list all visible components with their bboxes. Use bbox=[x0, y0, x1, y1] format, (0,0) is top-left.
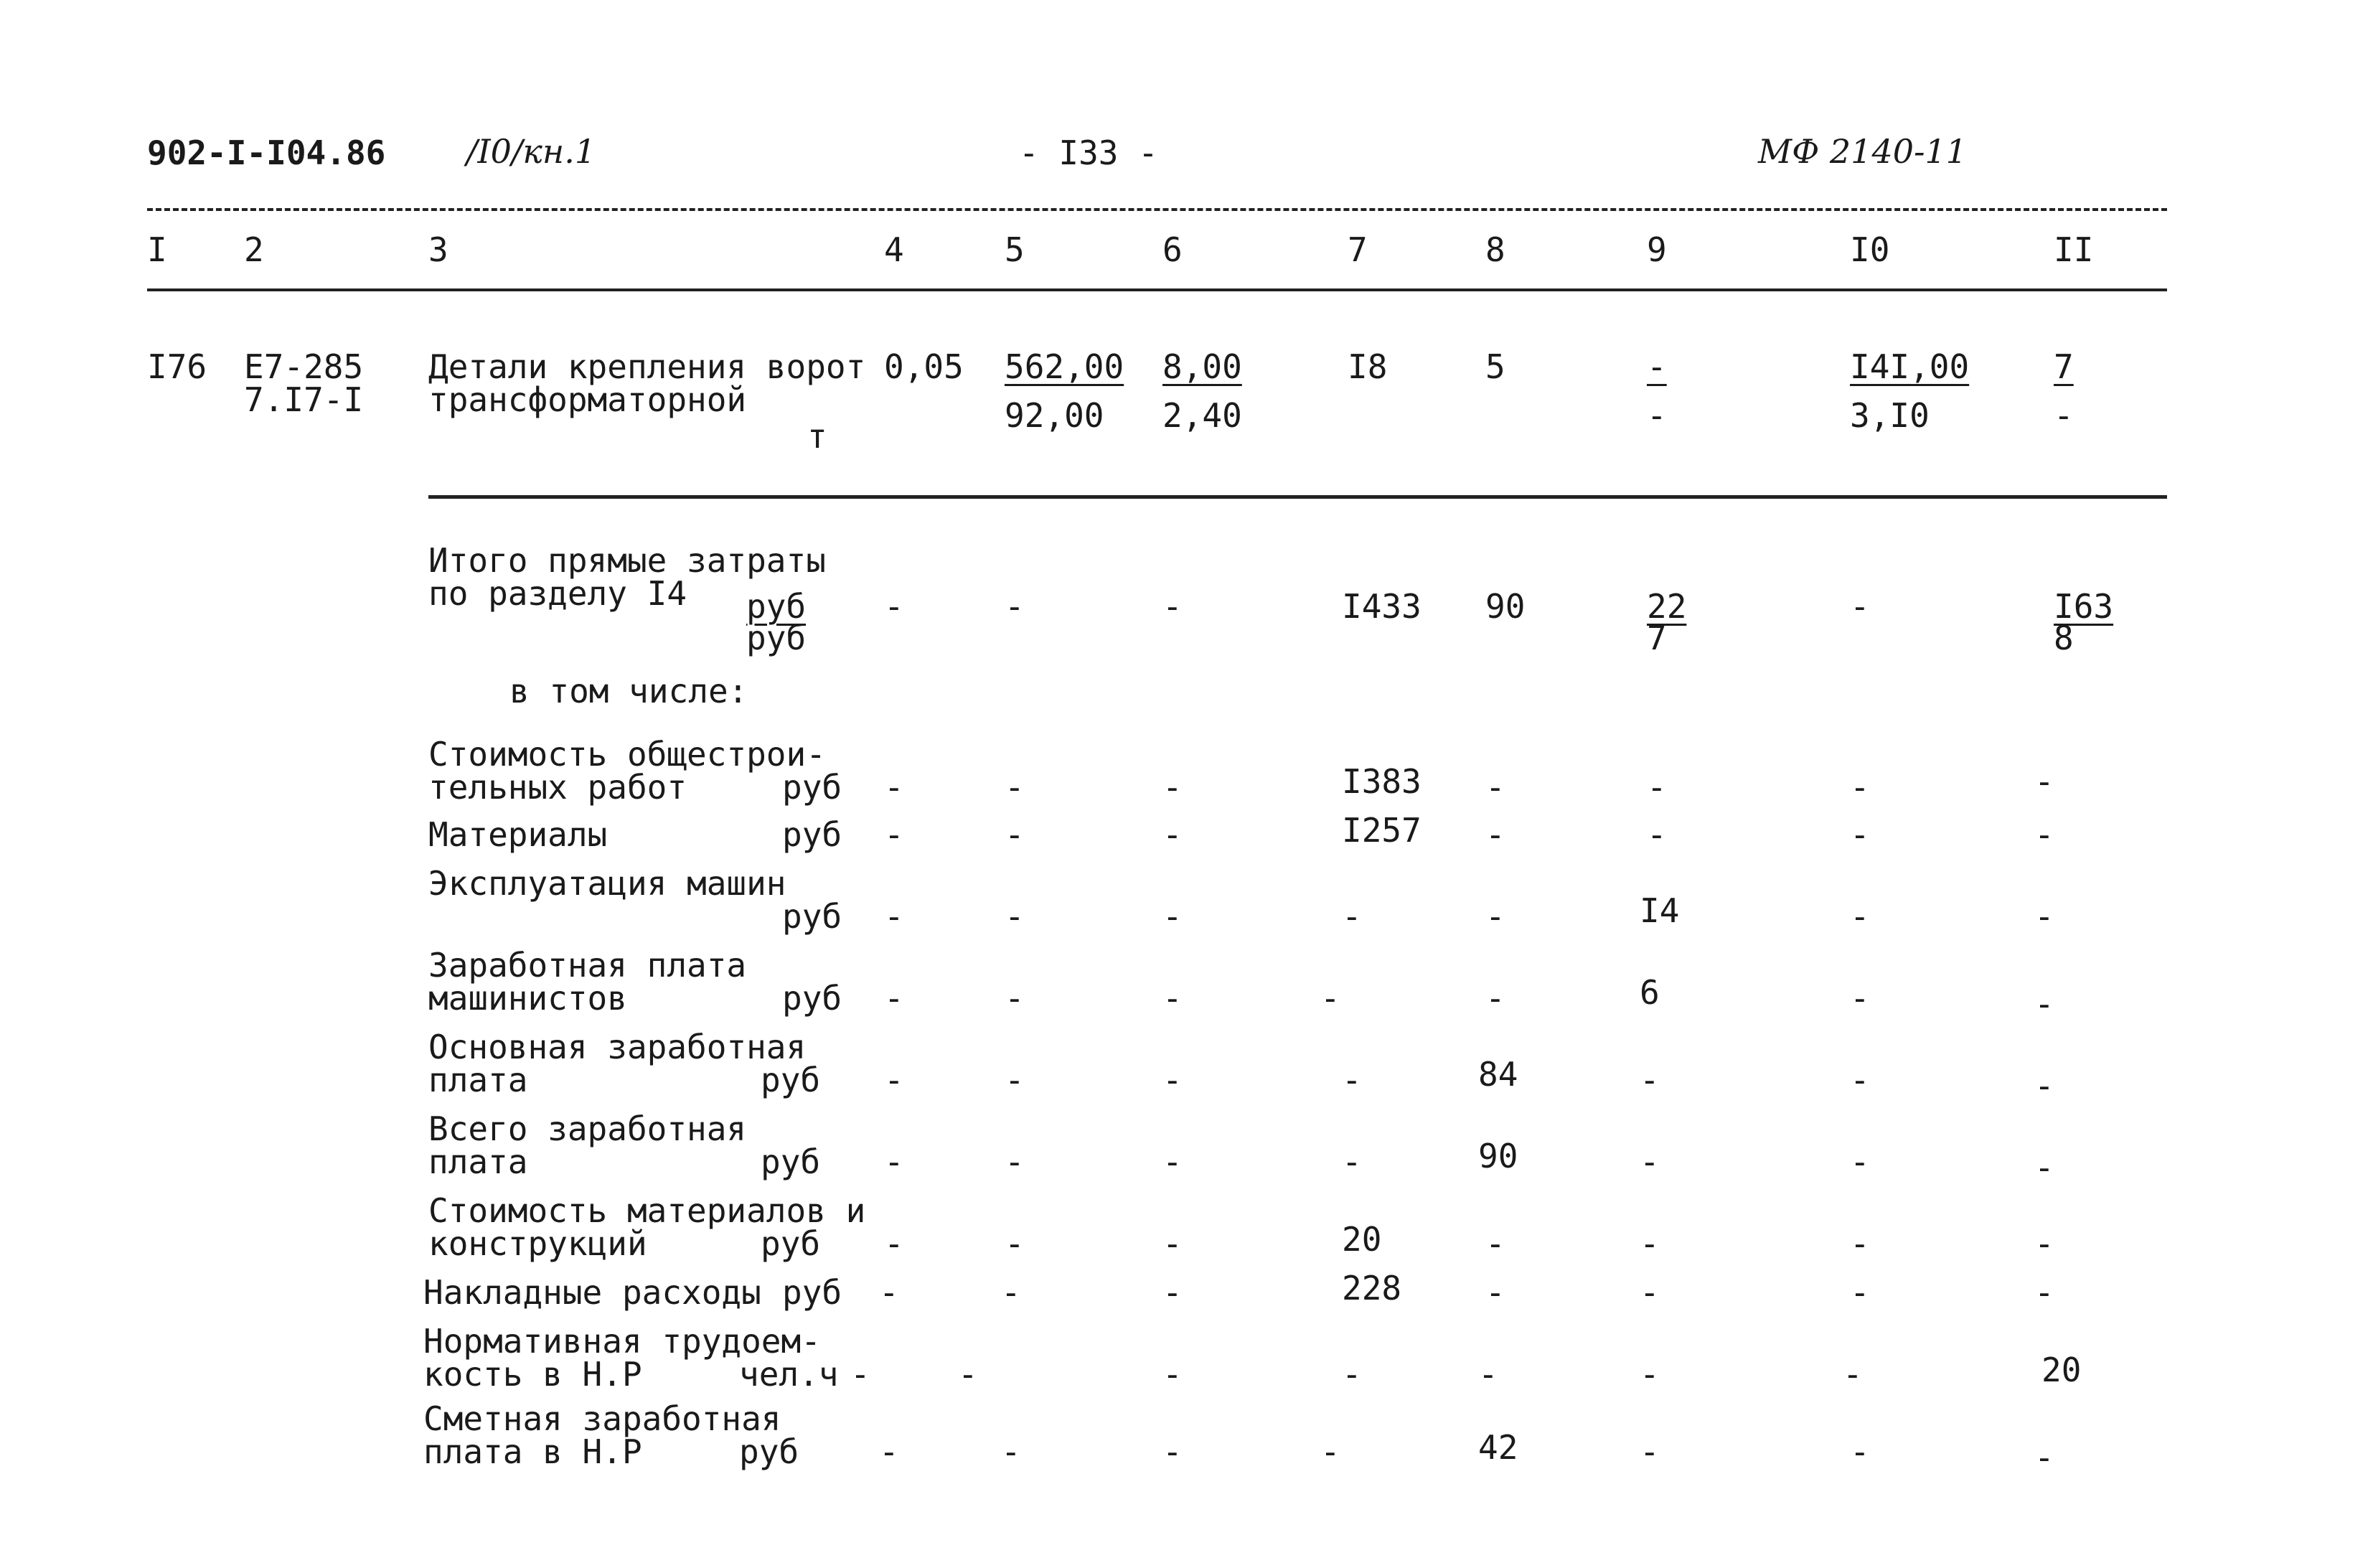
row-label-2: плата bbox=[428, 1061, 528, 1099]
row-col8: 42 bbox=[1478, 1428, 1518, 1467]
row-col7: 20 bbox=[1342, 1220, 1382, 1259]
row-col6: - bbox=[1162, 1224, 1183, 1263]
row-col5: - bbox=[1005, 1224, 1025, 1263]
row-col8: - bbox=[1485, 1273, 1505, 1312]
row-col7: 228 bbox=[1342, 1269, 1402, 1308]
row-unit: руб bbox=[782, 897, 842, 936]
volume-ref: /I0/кн.1 bbox=[466, 132, 596, 171]
item-col9-top: - bbox=[1647, 347, 1667, 386]
row-col6: - bbox=[1162, 1142, 1183, 1181]
col-header-3: 3 bbox=[428, 230, 448, 269]
row-col8: - bbox=[1485, 768, 1505, 807]
item-col5-top: 562,00 bbox=[1005, 347, 1124, 386]
section-rule bbox=[428, 495, 2167, 499]
row-col4: - bbox=[884, 815, 904, 854]
row-col11: 20 bbox=[2041, 1351, 2082, 1389]
item-number: I76 bbox=[147, 347, 207, 386]
row-col11: - bbox=[2034, 985, 2054, 1023]
row-col11: - bbox=[2034, 1438, 2054, 1477]
item-code-2: 7.I7-I bbox=[244, 380, 364, 419]
item-name-1: Детали крепления ворот bbox=[428, 347, 866, 386]
page-number: - I33 - bbox=[1019, 133, 1158, 172]
row-col8: - bbox=[1485, 979, 1505, 1018]
row-col4: - bbox=[884, 1061, 904, 1099]
row-col5: - bbox=[1005, 979, 1025, 1018]
row-label-2: конструкций bbox=[428, 1224, 647, 1263]
item-col10-bottom: 3,I0 bbox=[1850, 396, 1930, 435]
total-col11-bottom: 8 bbox=[2054, 619, 2074, 657]
row-label-1: Нормативная трудоем- bbox=[423, 1322, 821, 1361]
row-col7: - bbox=[1342, 1061, 1362, 1099]
row-col6: - bbox=[1162, 1273, 1183, 1312]
row-col10: - bbox=[1850, 1142, 1870, 1181]
row-unit: руб bbox=[782, 979, 842, 1018]
row-unit: руб bbox=[761, 1061, 821, 1099]
row-col5: - bbox=[1001, 1273, 1021, 1312]
row-label-2: плата в Н.Р bbox=[423, 1432, 642, 1471]
row-col8: - bbox=[1485, 1224, 1505, 1263]
col-header-10: I0 bbox=[1850, 230, 1890, 269]
row-label-1: Стоимость общестрои- bbox=[428, 735, 826, 774]
row-col9: - bbox=[1640, 1432, 1660, 1471]
row-unit: руб bbox=[739, 1432, 799, 1471]
row-col6: - bbox=[1162, 768, 1183, 807]
total-col11-top: I63 bbox=[2054, 587, 2114, 626]
row-col5: - bbox=[1001, 1432, 1021, 1471]
row-col7: I257 bbox=[1342, 811, 1422, 850]
row-col9: 6 bbox=[1640, 973, 1660, 1012]
row-col7: - bbox=[1342, 1142, 1362, 1181]
row-col4: - bbox=[884, 1224, 904, 1263]
row-col7: - bbox=[1320, 979, 1340, 1018]
row-label-2: машинистов bbox=[428, 979, 627, 1018]
total-col4: - bbox=[884, 587, 904, 626]
row-col9: - bbox=[1640, 1142, 1660, 1181]
row-col5: - bbox=[1005, 768, 1025, 807]
total-label-2: по разделу I4 bbox=[428, 574, 687, 613]
row-label-1: Сметная заработная bbox=[423, 1399, 781, 1438]
item-unit: т bbox=[807, 417, 827, 456]
row-col4: - bbox=[884, 897, 904, 936]
row-label-1: Стоимость материалов и bbox=[428, 1191, 866, 1230]
row-col8: 84 bbox=[1478, 1055, 1518, 1094]
item-col11-top: 7 bbox=[2054, 347, 2074, 386]
row-label-1: Заработная плата bbox=[428, 946, 747, 985]
item-col9-bottom: - bbox=[1647, 396, 1667, 435]
row-col5: - bbox=[1005, 897, 1025, 936]
row-col5: - bbox=[1005, 1142, 1025, 1181]
row-unit: руб bbox=[782, 1273, 842, 1312]
row-col6: - bbox=[1162, 897, 1183, 936]
col-header-9: 9 bbox=[1647, 230, 1667, 269]
row-col8: - bbox=[1478, 1355, 1498, 1394]
col-header-4: 4 bbox=[884, 230, 904, 269]
row-col9: I4 bbox=[1640, 891, 1680, 930]
total-col10: - bbox=[1850, 587, 1870, 626]
row-label-1: Эксплуатация машин bbox=[428, 864, 786, 903]
row-col11: - bbox=[2034, 815, 2054, 854]
item-col11-bottom: - bbox=[2054, 396, 2074, 435]
row-label-1: Всего заработная bbox=[428, 1109, 747, 1148]
row-col10: - bbox=[1850, 897, 1870, 936]
item-name-2: трансформаторной bbox=[428, 380, 747, 419]
header-rule bbox=[147, 208, 2167, 211]
row-col4: - bbox=[884, 768, 904, 807]
stamp-code: МФ 2140-11 bbox=[1758, 132, 1968, 171]
row-col6: - bbox=[1162, 815, 1183, 854]
row-col5: - bbox=[1005, 1061, 1025, 1099]
row-col9: - bbox=[1647, 815, 1667, 854]
item-col6-bottom: 2,40 bbox=[1162, 396, 1242, 435]
row-col7: I383 bbox=[1342, 762, 1422, 801]
total-unit-bottom: руб bbox=[746, 619, 807, 657]
row-unit: руб bbox=[761, 1142, 821, 1181]
row-col9: - bbox=[1640, 1273, 1660, 1312]
column-header-rule bbox=[147, 288, 2167, 291]
item-quantity: 0,05 bbox=[884, 347, 964, 386]
row-col4: - bbox=[884, 1142, 904, 1181]
col-header-1: I bbox=[147, 230, 167, 269]
row-col4: - bbox=[884, 979, 904, 1018]
row-label-2: плата bbox=[428, 1142, 528, 1181]
row-col10: - bbox=[1850, 768, 1870, 807]
row-col11: - bbox=[2034, 897, 2054, 936]
row-col7: - bbox=[1342, 1355, 1362, 1394]
row-col7: - bbox=[1320, 1432, 1340, 1471]
row-col9: - bbox=[1640, 1224, 1660, 1263]
row-col11: - bbox=[2034, 1273, 2054, 1312]
total-col8: 90 bbox=[1485, 587, 1526, 626]
row-col6: - bbox=[1162, 1061, 1183, 1099]
row-unit: руб bbox=[782, 815, 842, 854]
row-col11: - bbox=[2034, 1066, 2054, 1105]
item-code-1: Е7-285 bbox=[244, 347, 364, 386]
row-col8: 90 bbox=[1478, 1137, 1518, 1175]
row-col10: - bbox=[1850, 1224, 1870, 1263]
row-label-2: тельных работ bbox=[428, 768, 687, 807]
item-col7: I8 bbox=[1348, 347, 1388, 386]
col-header-2: 2 bbox=[244, 230, 264, 269]
row-unit: руб bbox=[782, 768, 842, 807]
item-col10-top: I4I,00 bbox=[1850, 347, 1970, 386]
row-col4: - bbox=[879, 1432, 899, 1471]
row-col5: - bbox=[1005, 815, 1025, 854]
row-col6: - bbox=[1162, 979, 1183, 1018]
row-col10: - bbox=[1843, 1355, 1863, 1394]
total-col6: - bbox=[1162, 587, 1183, 626]
col-header-5: 5 bbox=[1005, 230, 1025, 269]
total-col7: I433 bbox=[1342, 587, 1422, 626]
row-col11: - bbox=[2034, 1148, 2054, 1187]
item-col6-top: 8,00 bbox=[1162, 347, 1242, 386]
row-col10: - bbox=[1850, 1273, 1870, 1312]
col-header-6: 6 bbox=[1162, 230, 1183, 269]
row-col4: - bbox=[850, 1355, 870, 1394]
row-unit: чел.ч bbox=[739, 1355, 839, 1394]
total-unit-top: руб bbox=[746, 587, 807, 626]
row-col10: - bbox=[1850, 1432, 1870, 1471]
total-label-1: Итого прямые затраты bbox=[428, 541, 826, 580]
row-col4: - bbox=[879, 1273, 899, 1312]
row-col9: - bbox=[1647, 768, 1667, 807]
total-col5: - bbox=[1005, 587, 1025, 626]
col-header-8: 8 bbox=[1485, 230, 1505, 269]
col-header-7: 7 bbox=[1348, 230, 1368, 269]
row-col10: - bbox=[1850, 815, 1870, 854]
item-col8: 5 bbox=[1485, 347, 1505, 386]
row-col11: - bbox=[2034, 762, 2054, 801]
col-header-11: II bbox=[2054, 230, 2094, 269]
row-label-2: кость в Н.Р bbox=[423, 1355, 642, 1394]
row-col6: - bbox=[1162, 1355, 1183, 1394]
row-col9: - bbox=[1640, 1355, 1660, 1394]
row-col9: - bbox=[1640, 1061, 1660, 1099]
row-col5: - bbox=[958, 1355, 978, 1394]
row-col8: - bbox=[1485, 897, 1505, 936]
row-label-2: Материалы bbox=[428, 815, 608, 854]
row-label-2: Накладные расходы bbox=[423, 1273, 761, 1312]
row-label-1: Основная заработная bbox=[428, 1028, 807, 1066]
row-col10: - bbox=[1850, 979, 1870, 1018]
total-col9-top: 22 bbox=[1647, 587, 1687, 626]
total-col9-bottom: 7 bbox=[1647, 619, 1667, 657]
row-unit: руб bbox=[761, 1224, 821, 1263]
including-label: в том числе: bbox=[509, 672, 748, 710]
row-col10: - bbox=[1850, 1061, 1870, 1099]
row-col6: - bbox=[1162, 1432, 1183, 1471]
item-col5-bottom: 92,00 bbox=[1005, 396, 1104, 435]
row-col11: - bbox=[2034, 1224, 2054, 1263]
document-code: 902-I-I04.86 bbox=[147, 133, 386, 172]
row-col7: - bbox=[1342, 897, 1362, 936]
row-col8: - bbox=[1485, 815, 1505, 854]
